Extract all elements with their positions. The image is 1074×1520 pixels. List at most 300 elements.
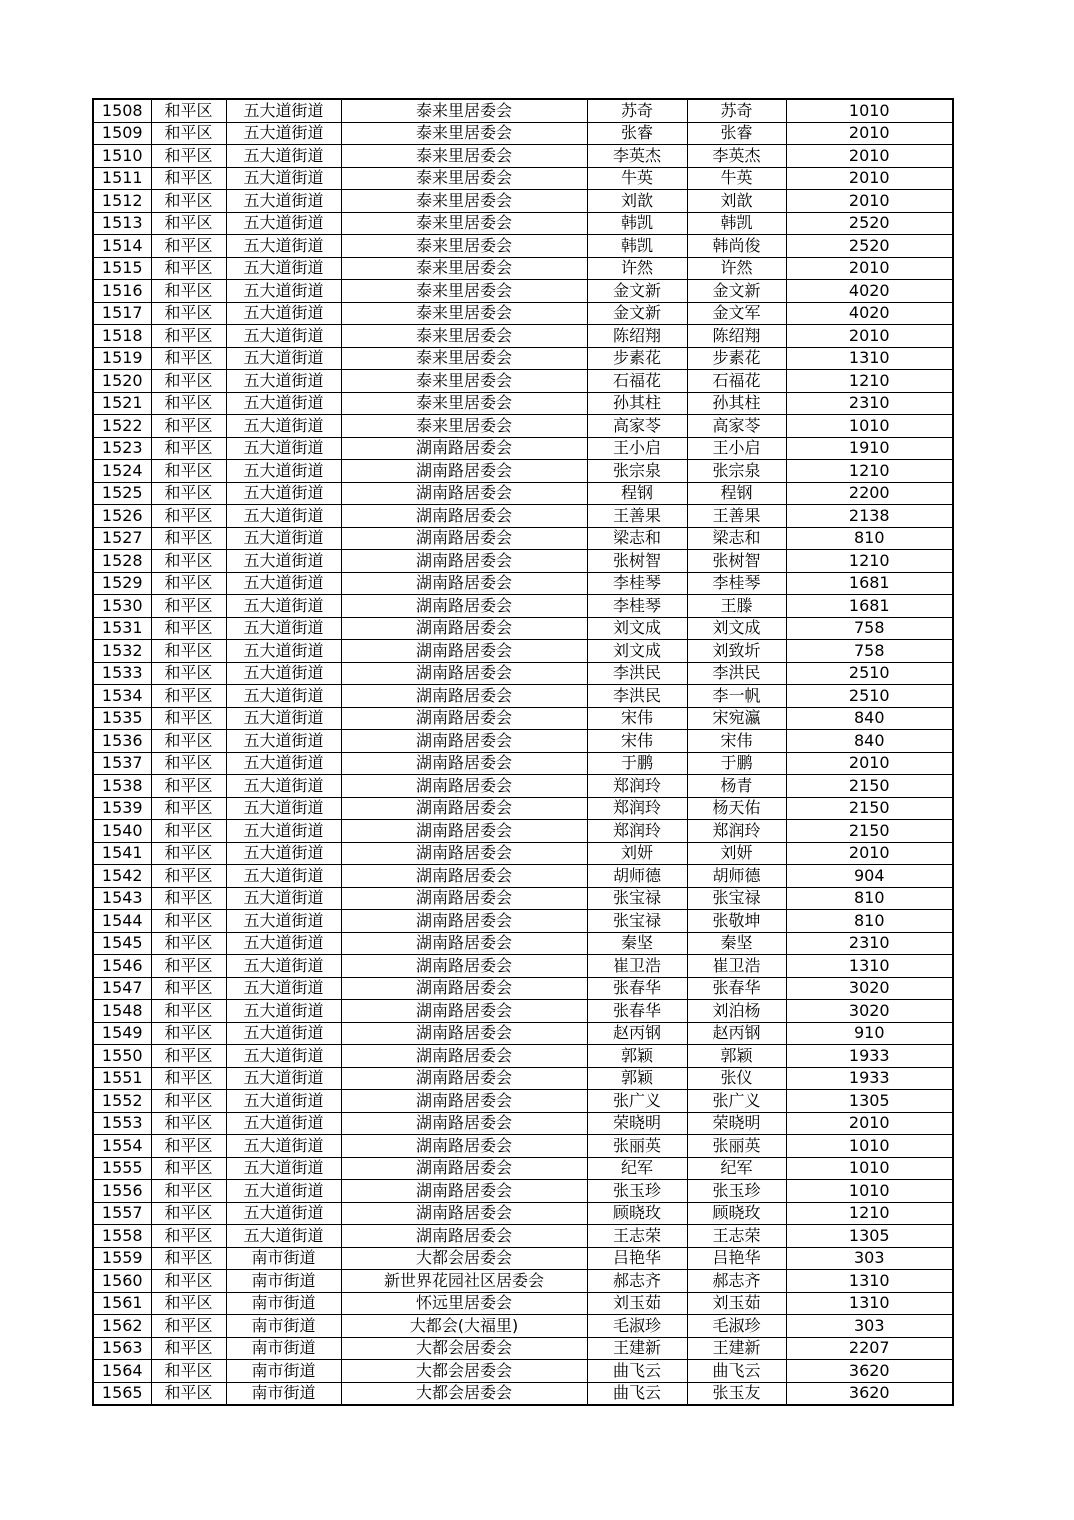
member-cell: 王志荣: [687, 1225, 786, 1248]
committee-cell: 湖南路居委会: [341, 842, 587, 865]
member-cell: 张宝禄: [687, 887, 786, 910]
committee-cell: 湖南路居委会: [341, 1067, 587, 1090]
amount-cell: 2510: [786, 685, 953, 708]
table-row: [93, 1337, 953, 1360]
member-cell: 赵丙钢: [687, 1022, 786, 1045]
street-cell: 五大道街道: [226, 932, 341, 955]
amount-cell: 1210: [786, 550, 953, 573]
row-number-cell: 1517: [93, 302, 151, 325]
district-cell: 和平区: [151, 145, 226, 168]
row-number-cell: 1514: [93, 235, 151, 258]
committee-cell: 大都会(大福里): [341, 1315, 587, 1338]
row-number-cell: 1533: [93, 662, 151, 685]
applicant-cell: 许然: [587, 257, 687, 280]
committee-cell: 湖南路居委会: [341, 1202, 587, 1225]
street-cell: 南市街道: [226, 1270, 341, 1293]
street-cell: 五大道街道: [226, 1180, 341, 1203]
street-cell: 五大道街道: [226, 370, 341, 393]
district-cell: 和平区: [151, 505, 226, 528]
member-cell: 毛淑珍: [687, 1315, 786, 1338]
district-cell: 和平区: [151, 527, 226, 550]
street-cell: 五大道街道: [226, 820, 341, 843]
member-cell: 秦坚: [687, 932, 786, 955]
row-number-cell: 1536: [93, 730, 151, 753]
applicant-cell: 郑润玲: [587, 775, 687, 798]
district-cell: 和平区: [151, 437, 226, 460]
member-cell: 张敬坤: [687, 910, 786, 933]
applicant-cell: 孙其柱: [587, 392, 687, 415]
amount-cell: 810: [786, 910, 953, 933]
table-row: [93, 1090, 953, 1113]
district-cell: 和平区: [151, 325, 226, 348]
committee-cell: 湖南路居委会: [341, 887, 587, 910]
district-cell: 和平区: [151, 280, 226, 303]
member-cell: 张仪: [687, 1067, 786, 1090]
applicant-cell: 顾晓玫: [587, 1202, 687, 1225]
district-cell: 和平区: [151, 662, 226, 685]
amount-cell: 2150: [786, 820, 953, 843]
row-number-cell: 1540: [93, 820, 151, 843]
applicant-cell: 金文新: [587, 280, 687, 303]
street-cell: 五大道街道: [226, 190, 341, 213]
applicant-cell: 刘玉茹: [587, 1292, 687, 1315]
member-cell: 陈绍翔: [687, 325, 786, 348]
member-cell: 张玉友: [687, 1382, 786, 1405]
member-cell: 顾晓玫: [687, 1202, 786, 1225]
district-cell: 和平区: [151, 1270, 226, 1293]
table-row: [93, 347, 953, 370]
committee-cell: 湖南路居委会: [341, 527, 587, 550]
table-row: [93, 145, 953, 168]
member-cell: 纪军: [687, 1157, 786, 1180]
district-cell: 和平区: [151, 910, 226, 933]
table-row: [93, 235, 953, 258]
street-cell: 五大道街道: [226, 572, 341, 595]
row-number-cell: 1522: [93, 415, 151, 438]
district-cell: 和平区: [151, 415, 226, 438]
member-cell: 金文新: [687, 280, 786, 303]
district-cell: 和平区: [151, 550, 226, 573]
row-number-cell: 1559: [93, 1247, 151, 1270]
district-cell: 和平区: [151, 460, 226, 483]
amount-cell: 1210: [786, 460, 953, 483]
member-cell: 李英杰: [687, 145, 786, 168]
committee-cell: 湖南路居委会: [341, 932, 587, 955]
amount-cell: 1010: [786, 415, 953, 438]
row-number-cell: 1534: [93, 685, 151, 708]
applicant-cell: 郑润玲: [587, 797, 687, 820]
committee-cell: 湖南路居委会: [341, 617, 587, 640]
district-cell: 和平区: [151, 167, 226, 190]
applicant-cell: 王善果: [587, 505, 687, 528]
member-cell: 张丽英: [687, 1135, 786, 1158]
member-cell: 杨青: [687, 775, 786, 798]
committee-cell: 湖南路居委会: [341, 730, 587, 753]
applicant-cell: 程钢: [587, 482, 687, 505]
row-number-cell: 1557: [93, 1202, 151, 1225]
committee-cell: 湖南路居委会: [341, 595, 587, 618]
table-row: [93, 370, 953, 393]
applicant-cell: 李桂琴: [587, 572, 687, 595]
street-cell: 南市街道: [226, 1292, 341, 1315]
row-number-cell: 1537: [93, 752, 151, 775]
district-cell: 和平区: [151, 595, 226, 618]
street-cell: 五大道街道: [226, 392, 341, 415]
table-row: [93, 685, 953, 708]
street-cell: 五大道街道: [226, 122, 341, 145]
applicant-cell: 牛英: [587, 167, 687, 190]
amount-cell: 3620: [786, 1382, 953, 1405]
committee-cell: 湖南路居委会: [341, 1157, 587, 1180]
district-cell: 和平区: [151, 302, 226, 325]
member-cell: 王善果: [687, 505, 786, 528]
member-cell: 吕艳华: [687, 1247, 786, 1270]
row-number-cell: 1550: [93, 1045, 151, 1068]
committee-cell: 湖南路居委会: [341, 1135, 587, 1158]
table-row: [93, 1360, 953, 1383]
committee-cell: 湖南路居委会: [341, 550, 587, 573]
table-row: [93, 977, 953, 1000]
street-cell: 五大道街道: [226, 707, 341, 730]
member-cell: 王滕: [687, 595, 786, 618]
street-cell: 五大道街道: [226, 527, 341, 550]
applicant-cell: 张宝禄: [587, 887, 687, 910]
committee-cell: 大都会居委会: [341, 1382, 587, 1405]
member-cell: 孙其柱: [687, 392, 786, 415]
member-cell: 杨天佑: [687, 797, 786, 820]
row-number-cell: 1513: [93, 212, 151, 235]
street-cell: 五大道街道: [226, 1000, 341, 1023]
table-row: [93, 910, 953, 933]
member-cell: 苏奇: [687, 99, 786, 122]
data-table: [92, 98, 954, 1406]
district-cell: 和平区: [151, 122, 226, 145]
district-cell: 和平区: [151, 1202, 226, 1225]
row-number-cell: 1558: [93, 1225, 151, 1248]
street-cell: 五大道街道: [226, 257, 341, 280]
table-row: [93, 887, 953, 910]
member-cell: 牛英: [687, 167, 786, 190]
committee-cell: 湖南路居委会: [341, 1225, 587, 1248]
amount-cell: 1010: [786, 1157, 953, 1180]
row-number-cell: 1549: [93, 1022, 151, 1045]
row-number-cell: 1525: [93, 482, 151, 505]
row-number-cell: 1523: [93, 437, 151, 460]
row-number-cell: 1515: [93, 257, 151, 280]
row-number-cell: 1532: [93, 640, 151, 663]
street-cell: 五大道街道: [226, 460, 341, 483]
district-cell: 和平区: [151, 842, 226, 865]
committee-cell: 泰来里居委会: [341, 325, 587, 348]
amount-cell: 1010: [786, 1180, 953, 1203]
street-cell: 五大道街道: [226, 662, 341, 685]
committee-cell: 大都会居委会: [341, 1247, 587, 1270]
amount-cell: 2150: [786, 775, 953, 798]
amount-cell: 2010: [786, 325, 953, 348]
table-row: [93, 1202, 953, 1225]
committee-cell: 湖南路居委会: [341, 1090, 587, 1113]
amount-cell: 810: [786, 527, 953, 550]
street-cell: 五大道街道: [226, 595, 341, 618]
row-number-cell: 1524: [93, 460, 151, 483]
table-row: [93, 932, 953, 955]
amount-cell: 2010: [786, 752, 953, 775]
row-number-cell: 1508: [93, 99, 151, 122]
table-row: [93, 392, 953, 415]
member-cell: 刘文成: [687, 617, 786, 640]
applicant-cell: 李洪民: [587, 685, 687, 708]
table-row: [93, 955, 953, 978]
member-cell: 石福花: [687, 370, 786, 393]
table-row: [93, 595, 953, 618]
table-row: [93, 190, 953, 213]
applicant-cell: 崔卫浩: [587, 955, 687, 978]
committee-cell: 湖南路居委会: [341, 1180, 587, 1203]
member-cell: 许然: [687, 257, 786, 280]
row-number-cell: 1535: [93, 707, 151, 730]
committee-cell: 泰来里居委会: [341, 257, 587, 280]
committee-cell: 泰来里居委会: [341, 302, 587, 325]
amount-cell: 2207: [786, 1337, 953, 1360]
row-number-cell: 1531: [93, 617, 151, 640]
applicant-cell: 苏奇: [587, 99, 687, 122]
amount-cell: 1310: [786, 955, 953, 978]
member-cell: 崔卫浩: [687, 955, 786, 978]
applicant-cell: 刘文成: [587, 617, 687, 640]
table-row: [93, 730, 953, 753]
committee-cell: 湖南路居委会: [341, 640, 587, 663]
table-row: [93, 707, 953, 730]
committee-cell: 泰来里居委会: [341, 415, 587, 438]
amount-cell: 303: [786, 1247, 953, 1270]
row-number-cell: 1538: [93, 775, 151, 798]
member-cell: 刘玉茹: [687, 1292, 786, 1315]
member-cell: 张树智: [687, 550, 786, 573]
committee-cell: 怀远里居委会: [341, 1292, 587, 1315]
amount-cell: 2200: [786, 482, 953, 505]
row-number-cell: 1546: [93, 955, 151, 978]
table-row: [93, 752, 953, 775]
district-cell: 和平区: [151, 797, 226, 820]
district-cell: 和平区: [151, 1315, 226, 1338]
amount-cell: 2520: [786, 235, 953, 258]
row-number-cell: 1542: [93, 865, 151, 888]
applicant-cell: 韩凯: [587, 212, 687, 235]
street-cell: 五大道街道: [226, 730, 341, 753]
committee-cell: 湖南路居委会: [341, 1000, 587, 1023]
committee-cell: 湖南路居委会: [341, 662, 587, 685]
committee-cell: 湖南路居委会: [341, 955, 587, 978]
table-row: [93, 1315, 953, 1338]
applicant-cell: 步素花: [587, 347, 687, 370]
applicant-cell: 王志荣: [587, 1225, 687, 1248]
district-cell: 和平区: [151, 955, 226, 978]
applicant-cell: 梁志和: [587, 527, 687, 550]
applicant-cell: 纪军: [587, 1157, 687, 1180]
applicant-cell: 王建新: [587, 1337, 687, 1360]
amount-cell: 2010: [786, 842, 953, 865]
street-cell: 南市街道: [226, 1337, 341, 1360]
row-number-cell: 1556: [93, 1180, 151, 1203]
member-cell: 韩尚俊: [687, 235, 786, 258]
committee-cell: 湖南路居委会: [341, 1045, 587, 1068]
table-row: [93, 302, 953, 325]
amount-cell: 4020: [786, 280, 953, 303]
amount-cell: 1010: [786, 99, 953, 122]
table-row: [93, 1180, 953, 1203]
amount-cell: 2138: [786, 505, 953, 528]
member-cell: 郭颖: [687, 1045, 786, 1068]
applicant-cell: 李洪民: [587, 662, 687, 685]
street-cell: 五大道街道: [226, 482, 341, 505]
street-cell: 五大道街道: [226, 235, 341, 258]
row-number-cell: 1527: [93, 527, 151, 550]
amount-cell: 758: [786, 617, 953, 640]
committee-cell: 湖南路居委会: [341, 482, 587, 505]
member-cell: 李洪民: [687, 662, 786, 685]
district-cell: 和平区: [151, 1382, 226, 1405]
committee-cell: 湖南路居委会: [341, 1112, 587, 1135]
row-number-cell: 1510: [93, 145, 151, 168]
member-cell: 刘泊杨: [687, 1000, 786, 1023]
committee-cell: 泰来里居委会: [341, 212, 587, 235]
table-row: [93, 1112, 953, 1135]
committee-cell: 大都会居委会: [341, 1360, 587, 1383]
member-cell: 步素花: [687, 347, 786, 370]
applicant-cell: 郭颖: [587, 1045, 687, 1068]
district-cell: 和平区: [151, 617, 226, 640]
district-cell: 和平区: [151, 99, 226, 122]
street-cell: 五大道街道: [226, 1067, 341, 1090]
amount-cell: 2010: [786, 190, 953, 213]
district-cell: 和平区: [151, 1045, 226, 1068]
district-cell: 和平区: [151, 1135, 226, 1158]
row-number-cell: 1511: [93, 167, 151, 190]
table-row: [93, 280, 953, 303]
applicant-cell: 高家苓: [587, 415, 687, 438]
district-cell: 和平区: [151, 887, 226, 910]
member-cell: 郝志齐: [687, 1270, 786, 1293]
table-row: [93, 505, 953, 528]
member-cell: 韩凯: [687, 212, 786, 235]
applicant-cell: 郭颖: [587, 1067, 687, 1090]
applicant-cell: 曲飞云: [587, 1360, 687, 1383]
street-cell: 五大道街道: [226, 1022, 341, 1045]
amount-cell: 1305: [786, 1090, 953, 1113]
amount-cell: 2150: [786, 797, 953, 820]
row-number-cell: 1551: [93, 1067, 151, 1090]
committee-cell: 泰来里居委会: [341, 347, 587, 370]
amount-cell: 2310: [786, 392, 953, 415]
member-cell: 张睿: [687, 122, 786, 145]
district-cell: 和平区: [151, 1292, 226, 1315]
table-row: [93, 167, 953, 190]
amount-cell: 1310: [786, 347, 953, 370]
amount-cell: 1210: [786, 1202, 953, 1225]
row-number-cell: 1562: [93, 1315, 151, 1338]
member-cell: 张广义: [687, 1090, 786, 1113]
row-number-cell: 1563: [93, 1337, 151, 1360]
table-row: [93, 865, 953, 888]
committee-cell: 泰来里居委会: [341, 235, 587, 258]
member-cell: 刘歆: [687, 190, 786, 213]
table-row: [93, 122, 953, 145]
table-row: [93, 257, 953, 280]
member-cell: 郑润玲: [687, 820, 786, 843]
amount-cell: 840: [786, 707, 953, 730]
applicant-cell: 金文新: [587, 302, 687, 325]
applicant-cell: 曲飞云: [587, 1382, 687, 1405]
street-cell: 五大道街道: [226, 212, 341, 235]
member-cell: 张春华: [687, 977, 786, 1000]
amount-cell: 1910: [786, 437, 953, 460]
district-cell: 和平区: [151, 257, 226, 280]
amount-cell: 904: [786, 865, 953, 888]
applicant-cell: 于鹏: [587, 752, 687, 775]
amount-cell: 2010: [786, 145, 953, 168]
table-row: [93, 797, 953, 820]
applicant-cell: 宋伟: [587, 730, 687, 753]
district-cell: 和平区: [151, 932, 226, 955]
table-row: [93, 99, 953, 122]
amount-cell: 1933: [786, 1045, 953, 1068]
amount-cell: 2520: [786, 212, 953, 235]
member-cell: 于鹏: [687, 752, 786, 775]
table-body: [93, 99, 953, 1405]
amount-cell: 3020: [786, 977, 953, 1000]
row-number-cell: 1547: [93, 977, 151, 1000]
table-row: [93, 415, 953, 438]
applicant-cell: 郝志齐: [587, 1270, 687, 1293]
street-cell: 南市街道: [226, 1247, 341, 1270]
table-row: [93, 325, 953, 348]
applicant-cell: 张树智: [587, 550, 687, 573]
applicant-cell: 韩凯: [587, 235, 687, 258]
row-number-cell: 1564: [93, 1360, 151, 1383]
district-cell: 和平区: [151, 820, 226, 843]
row-number-cell: 1512: [93, 190, 151, 213]
row-number-cell: 1554: [93, 1135, 151, 1158]
amount-cell: 3620: [786, 1360, 953, 1383]
table-row: [93, 1135, 953, 1158]
row-number-cell: 1565: [93, 1382, 151, 1405]
district-cell: 和平区: [151, 1360, 226, 1383]
row-number-cell: 1518: [93, 325, 151, 348]
member-cell: 高家苓: [687, 415, 786, 438]
applicant-cell: 李桂琴: [587, 595, 687, 618]
street-cell: 五大道街道: [226, 505, 341, 528]
row-number-cell: 1529: [93, 572, 151, 595]
table-row: [93, 212, 953, 235]
committee-cell: 新世界花园社区居委会: [341, 1270, 587, 1293]
committee-cell: 泰来里居委会: [341, 370, 587, 393]
row-number-cell: 1552: [93, 1090, 151, 1113]
member-cell: 刘致圻: [687, 640, 786, 663]
street-cell: 五大道街道: [226, 99, 341, 122]
applicant-cell: 张广义: [587, 1090, 687, 1113]
committee-cell: 湖南路居委会: [341, 707, 587, 730]
table-row: [93, 1067, 953, 1090]
street-cell: 五大道街道: [226, 842, 341, 865]
street-cell: 五大道街道: [226, 617, 341, 640]
member-cell: 宋伟: [687, 730, 786, 753]
amount-cell: 910: [786, 1022, 953, 1045]
applicant-cell: 张春华: [587, 1000, 687, 1023]
district-cell: 和平区: [151, 1112, 226, 1135]
table-row: [93, 617, 953, 640]
committee-cell: 湖南路居委会: [341, 572, 587, 595]
district-cell: 和平区: [151, 1090, 226, 1113]
